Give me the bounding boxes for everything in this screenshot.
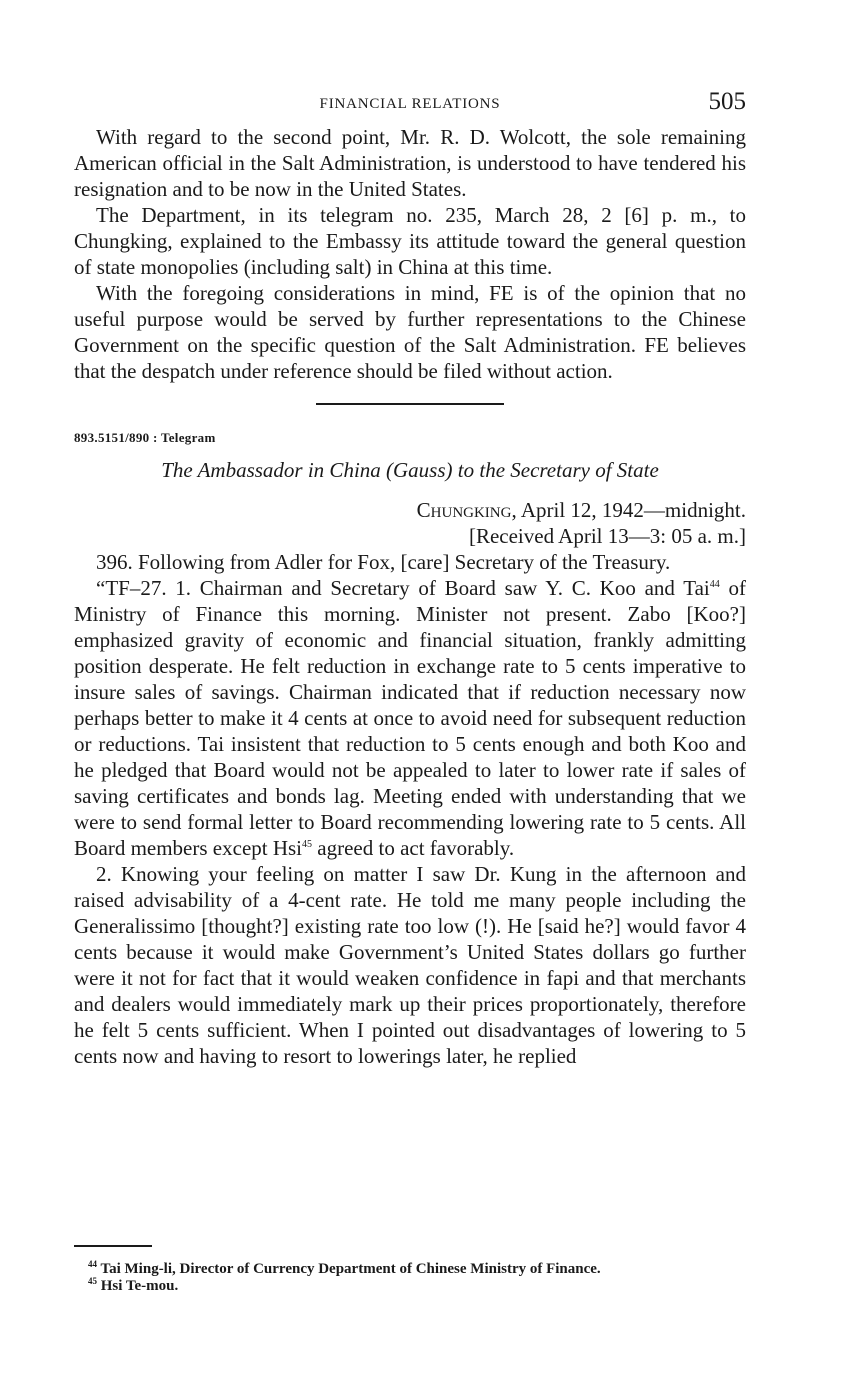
page-number: 505 bbox=[708, 88, 746, 115]
footnote-ref-44: 44 bbox=[709, 579, 720, 590]
tf27-text-b: of Ministry of Finance this morning. Minister not present. Zabo [Koo?] emphasized gravity of economic and financial situation, frankly admitting position desperate. He felt reduction in exchange rate to 5 cents imperative to insure sales of savings. Chairman indicated that if reduction necessary now perhaps better to make it 4 cents at once to avoid need for subsequent reduction or reductions. Tai insistent that reduction to 5 cents enough and both Koo and he pledged that Board would not be appealed to later to lower rate if sales of saving certificates and bonds lag. Meeting ended with understanding that we were to send formal letter to Board recommending lowering rate to 5 cents. All Board members except Hsi bbox=[74, 576, 746, 860]
dateline bbox=[74, 497, 746, 523]
footnote-marker: 45 bbox=[88, 1276, 97, 1286]
running-title: FINANCIAL RELATIONS bbox=[319, 96, 501, 112]
received-line: [Received April 13—3: 05 a. m.] bbox=[468, 524, 746, 548]
footnote-rule bbox=[74, 1245, 152, 1247]
paragraph-396: 396. Following from Adler for Fox, [care] Secretary of the Treasury. bbox=[96, 550, 671, 574]
footnotes bbox=[74, 1245, 746, 1295]
footnote-text: Tai Ming-li, Director of Currency Department of Chinese Ministry of Finance. bbox=[97, 1261, 601, 1277]
footnote-text: Hsi Te-mou. bbox=[97, 1278, 179, 1294]
tf27-text-c: agreed to act favorably. bbox=[312, 836, 515, 860]
footnote-ref-45: 45 bbox=[302, 839, 313, 850]
footnote-marker: 44 bbox=[88, 1259, 97, 1269]
paragraph-fe-opinion: With the foregoing considerations in mind, FE is of the opinion that no useful purpose would be served by further representations to the Chinese Government on the specific question of the Salt Administration. FE believes that the despatch under reference should be filed without action. bbox=[74, 281, 746, 383]
tf27-text-a: “TF–27. 1. Chairman and Secretary of Board saw Y. C. Koo and Tai bbox=[96, 576, 710, 600]
paragraph-wolcott: With regard to the second point, Mr. R. D. Wolcott, the sole remaining American official in the Salt Administration, is understood to have tendered his resignation and to be now in the United States. bbox=[74, 125, 746, 201]
footnote-44 bbox=[88, 1261, 746, 1278]
file-reference: 893.5151/890 : Telegram bbox=[74, 430, 216, 445]
page-body bbox=[74, 88, 746, 1069]
dateline-date: , April 12, 1942—midnight. bbox=[511, 498, 746, 522]
document-title: The Ambassador in China (Gauss) to the Secretary of State bbox=[161, 458, 659, 482]
section-divider bbox=[316, 403, 504, 405]
dateline-place: Chungking bbox=[416, 498, 512, 522]
paragraph-kung: 2. Knowing your feeling on matter I saw Dr. Kung in the afternoon and raised advisability of a 4-cent rate. He told me many people including the Generalissimo [thought?] existing rate too low (!). He [said he?] would favor 4 cents because it would make Government’s United States dollars go further were it not for fact that it would weaken confidence in fapi and that merchants and dealers would immediately mark up their prices proportionately, therefore he felt 5 cents sufficient. When I pointed out disadvantages of lowering to 5 cents now and having to resort to lowerings later, he replied bbox=[74, 862, 746, 1068]
running-head bbox=[74, 88, 746, 124]
footnote-45 bbox=[88, 1278, 746, 1295]
paragraph-department-telegram: The Department, in its telegram no. 235, March 28, 2 [6] p. m., to Chungking, explained to the Embassy its attitude toward the general question of state monopolies (including salt) in China at this time. bbox=[74, 203, 746, 279]
paragraph-tf27 bbox=[74, 575, 746, 861]
